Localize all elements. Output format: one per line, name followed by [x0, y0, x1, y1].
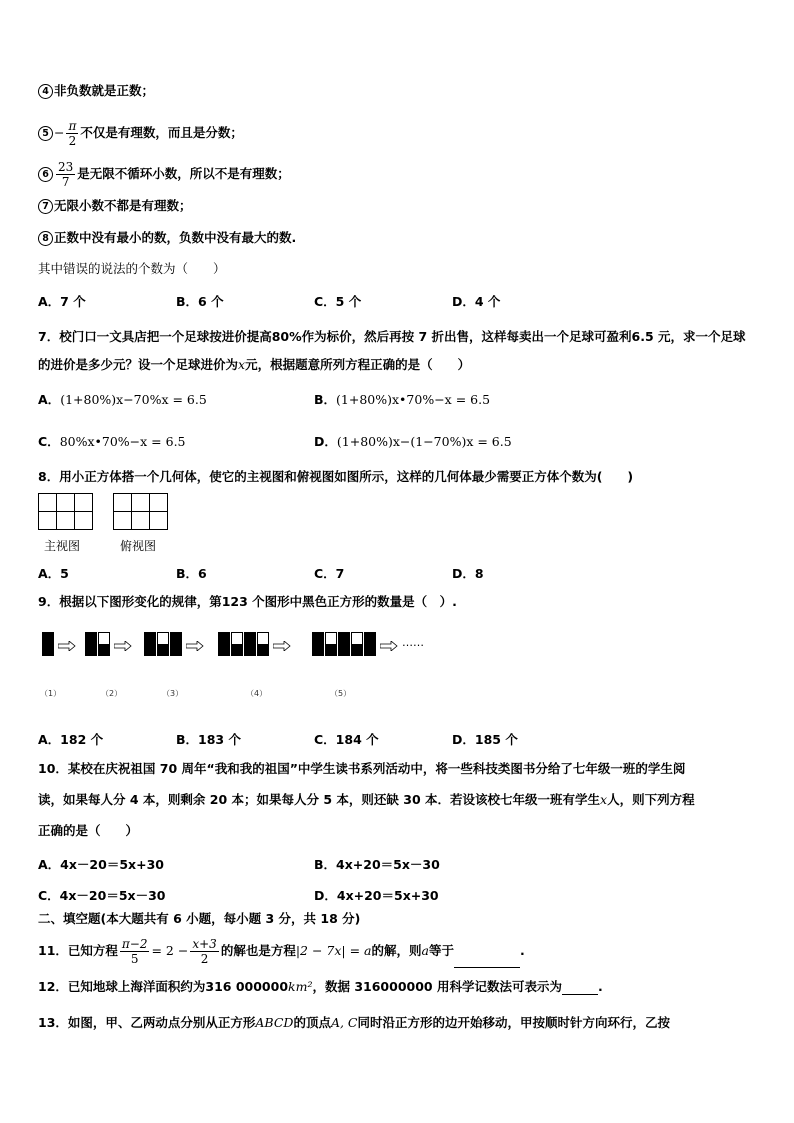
- figure-label: （1）: [40, 689, 62, 698]
- pattern-figure-5: [312, 632, 377, 656]
- question-10-line-3: 正确的是（ ）: [38, 823, 139, 838]
- question-6-stem: 其中错误的说法的个数为（ ）: [38, 261, 226, 276]
- front-view-grid: [38, 493, 93, 530]
- statement-8: 8 正数中没有最小的数，负数中没有最大的数.: [38, 230, 296, 246]
- question-9-stem: 9．根据以下图形变化的规律，第123 个图形中黑色正方形的数量是（ ）.: [38, 594, 457, 609]
- fraction: $\frac{\pi}{2}$: [68, 119, 77, 148]
- pattern-figure-2: [85, 632, 111, 656]
- arrow-icon: [273, 639, 291, 654]
- q9-option-d: D．185 个: [452, 732, 518, 747]
- arrow-icon: [58, 639, 76, 654]
- question-11: 11．已知方程 $\frac{\pi-2}{5}$ = 2 − $\frac{x+3}{2}$ 的解也是方程|2 − 7x| = a的解，则a等于 .: [38, 937, 525, 966]
- statement-7: 7 无限小数不都是有理数；: [38, 198, 192, 214]
- question-10-line-2: 读，如果每人分 4 本，则剩余 20 本；如果每人分 5 本，则还缺 30 本．若设该校七年级一班有学生x人，则下列方程: [38, 792, 695, 807]
- q6-option-b: B．6 个: [176, 294, 224, 309]
- pattern-figure-4: [218, 632, 270, 656]
- figure-label: （5）: [330, 689, 352, 698]
- question-7-stem: 7．校门口一文具店把一个足球按进价提高80%作为标价，然后再按 7 折出售，这样每卖出一个足球可盈利6.5 元，求一个足球的进价是多少元？设一个足球进价为x元，根据题意所列方程正确的是（ ）: [38, 329, 746, 372]
- circled-number: 7: [38, 199, 53, 214]
- q6-option-c: C．5 个: [314, 294, 362, 309]
- fraction: $\frac{x+3}{2}$: [192, 937, 217, 966]
- question-10-line-1: 10．某校在庆祝祖国 70 周年“我和我的祖国”中学生读书系列活动中，将一些科技类图书分给了七年级一班的学生阅: [38, 761, 686, 776]
- statement-5: 5 − $\frac{\pi}{2}$ 不仅是有理数，而且是分数；: [38, 119, 243, 148]
- circled-number: 8: [38, 231, 53, 246]
- q8-option-d: D．8: [452, 566, 484, 581]
- statement-4: 4 非负数就是正数；: [38, 83, 154, 99]
- pattern-figure-3: [144, 632, 183, 656]
- q7-option-a: A．(1+80%)x−70%x = 6.5: [38, 392, 207, 407]
- fraction: $\frac{23}{7}$: [58, 160, 74, 189]
- q9-option-a: A．182 个: [38, 732, 104, 747]
- statement-6: 6 $\frac{23}{7}$ 是无限不循环小数，所以不是有理数；: [38, 160, 290, 189]
- pattern-figure-1: [42, 632, 55, 656]
- q10-option-d: D．4x+20＝5x+30: [314, 888, 439, 903]
- answer-blank[interactable]: [562, 994, 598, 995]
- top-view-grid: [113, 493, 168, 530]
- arrow-icon: [114, 639, 132, 654]
- q9-option-b: B．183 个: [176, 732, 241, 747]
- q10-option-a: A．4x－20＝5x+30: [38, 857, 164, 872]
- q8-option-c: C．7: [314, 566, 345, 581]
- arrow-icon: [380, 639, 398, 654]
- q8-option-a: A．5: [38, 566, 69, 581]
- circled-number: 4: [38, 84, 53, 99]
- figure-label: （3）: [162, 689, 184, 698]
- question-12: 12．已知地球上海洋面积约为316 000000km²，数据 316000000 用科学记数法可表示为 .: [38, 979, 603, 994]
- section-2-heading: 二、填空题(本大题共有 6 小题，每小题 3 分，共 18 分): [38, 911, 361, 926]
- fraction: $\frac{\pi-2}{5}$: [121, 937, 148, 966]
- ellipsis: ……: [402, 636, 424, 649]
- q10-option-c: C．4x－20＝5x－30: [38, 888, 166, 903]
- q7-option-d: D．(1+80%)x−(1−70%)x = 6.5: [314, 434, 512, 449]
- q8-option-b: B．6: [176, 566, 207, 581]
- figure-label: （4）: [246, 689, 268, 698]
- top-view-caption: 俯视图: [120, 539, 157, 553]
- arrow-icon: [186, 639, 204, 654]
- figure-label: （2）: [101, 689, 123, 698]
- answer-blank[interactable]: [454, 967, 520, 968]
- q7-option-c: C．80%x•70%−x = 6.5: [38, 434, 186, 449]
- q6-option-d: D．4 个: [452, 294, 501, 309]
- q9-option-c: C．184 个: [314, 732, 379, 747]
- question-8-stem: 8．用小正方体搭一个几何体，使它的主视图和俯视图如图所示，这样的几何体最少需要正方体个数为( ): [38, 469, 634, 484]
- q7-option-b: B．(1+80%)x•70%−x = 6.5: [314, 392, 491, 407]
- front-view-caption: 主视图: [44, 539, 81, 553]
- q10-option-b: B．4x+20＝5x－30: [314, 857, 440, 872]
- circled-number: 6: [38, 167, 53, 182]
- q6-option-a: A．7 个: [38, 294, 86, 309]
- circled-number: 5: [38, 126, 53, 141]
- question-13: 13．如图，甲、乙两动点分别从正方形ABCD的顶点A, C同时沿正方形的边开始移动，甲按顺时针方向环行，乙按: [38, 1015, 671, 1030]
